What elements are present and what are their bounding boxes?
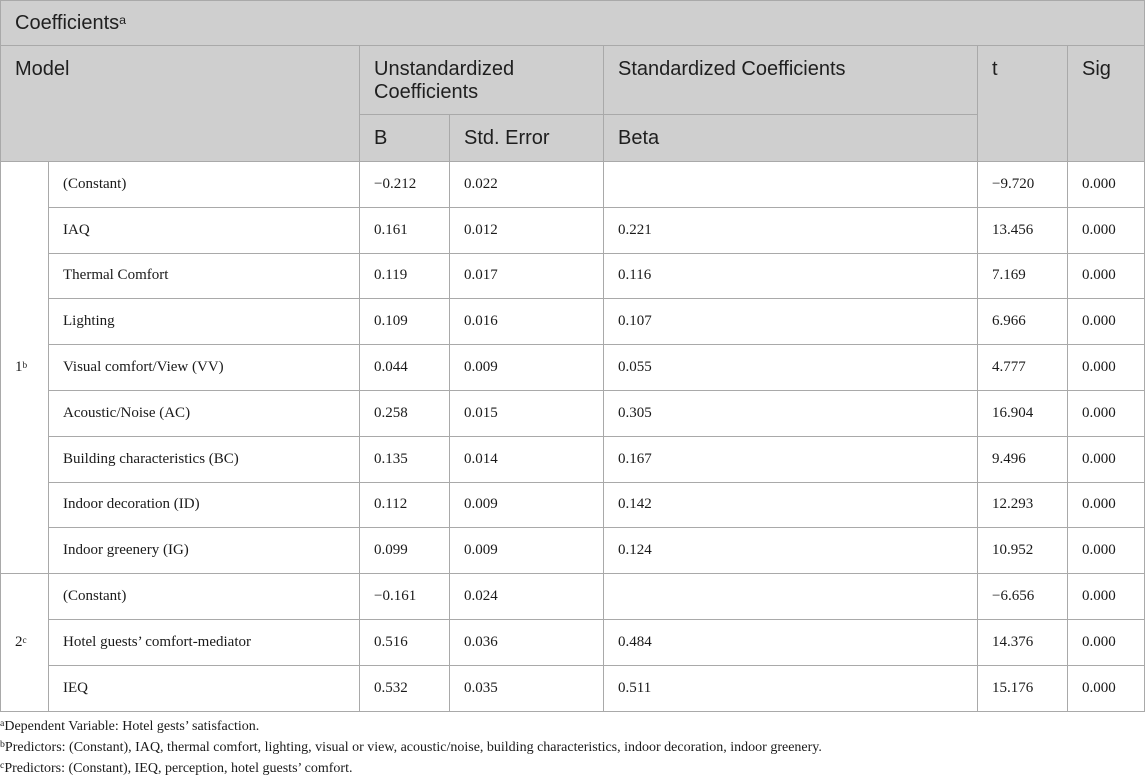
variable-cell: Acoustic/Noise (AC) xyxy=(49,390,360,436)
beta-cell: 0.124 xyxy=(604,528,978,574)
t-cell: −6.656 xyxy=(978,574,1068,620)
beta-cell: 0.116 xyxy=(604,253,978,299)
b-cell: 0.532 xyxy=(360,665,450,711)
b-cell: 0.135 xyxy=(360,436,450,482)
std-error-cell: 0.015 xyxy=(450,390,604,436)
sig-cell: 0.000 xyxy=(1068,162,1145,208)
t-cell: 6.966 xyxy=(978,299,1068,345)
sig-cell: 0.000 xyxy=(1068,299,1145,345)
std-error-cell: 0.009 xyxy=(450,345,604,391)
sig-cell: 0.000 xyxy=(1068,528,1145,574)
t-cell: 7.169 xyxy=(978,253,1068,299)
std-error-cell: 0.014 xyxy=(450,436,604,482)
table-row xyxy=(1,619,1145,665)
table-row xyxy=(1,299,1145,345)
table-row xyxy=(1,345,1145,391)
t-cell: 4.777 xyxy=(978,345,1068,391)
sig-cell: 0.000 xyxy=(1068,345,1145,391)
beta-cell: 0.484 xyxy=(604,619,978,665)
b-cell: −0.161 xyxy=(360,574,450,620)
variable-cell: (Constant) xyxy=(49,162,360,208)
t-cell: 14.376 xyxy=(978,619,1068,665)
t-cell: 15.176 xyxy=(978,665,1068,711)
table-row xyxy=(1,390,1145,436)
t-cell: 16.904 xyxy=(978,390,1068,436)
beta-cell: 0.055 xyxy=(604,345,978,391)
sig-cell: 0.000 xyxy=(1068,390,1145,436)
table-row xyxy=(1,665,1145,711)
sig-cell: 0.000 xyxy=(1068,482,1145,528)
header-std-error: Std. Error xyxy=(450,115,604,162)
variable-cell: Visual comfort/View (VV) xyxy=(49,345,360,391)
variable-cell: Lighting xyxy=(49,299,360,345)
variable-cell: (Constant) xyxy=(49,574,360,620)
variable-cell: IEQ xyxy=(49,665,360,711)
sig-cell: 0.000 xyxy=(1068,207,1145,253)
footnotes xyxy=(0,716,822,779)
std-error-cell: 0.035 xyxy=(450,665,604,711)
variable-cell: Indoor decoration (ID) xyxy=(49,482,360,528)
std-error-cell: 0.012 xyxy=(450,207,604,253)
model-number: 2$^c$ xyxy=(1,574,49,711)
sig-cell: 0.000 xyxy=(1068,574,1145,620)
b-cell: 0.044 xyxy=(360,345,450,391)
beta-cell: 0.107 xyxy=(604,299,978,345)
variable-cell: IAQ xyxy=(49,207,360,253)
b-cell: 0.109 xyxy=(360,299,450,345)
b-cell: 0.119 xyxy=(360,253,450,299)
header-unstandardized: Unstandardized Coefficients xyxy=(360,46,604,115)
t-cell: 9.496 xyxy=(978,436,1068,482)
std-error-cell: 0.009 xyxy=(450,528,604,574)
std-error-cell: 0.024 xyxy=(450,574,604,620)
beta-cell: 0.305 xyxy=(604,390,978,436)
table-row xyxy=(1,162,1145,208)
beta-cell xyxy=(604,574,978,620)
footnote: $^c$Predictors: (Constant), IEQ, perception, hotel guests’ comfort. xyxy=(0,760,353,776)
table-row xyxy=(1,528,1145,574)
table-row xyxy=(1,574,1145,620)
table-row xyxy=(1,253,1145,299)
table-row xyxy=(1,482,1145,528)
footnote: $^a$Dependent Variable: Hotel gests’ satisfaction. xyxy=(0,718,260,734)
table-row xyxy=(1,207,1145,253)
std-error-cell: 0.009 xyxy=(450,482,604,528)
header-t: t xyxy=(978,46,1068,162)
b-cell: 0.161 xyxy=(360,207,450,253)
std-error-cell: 0.022 xyxy=(450,162,604,208)
header-standardized: Standardized Coefficients xyxy=(604,46,978,115)
model-number: 1$^b$ xyxy=(1,162,49,574)
t-cell: −9.720 xyxy=(978,162,1068,208)
table-title: Coefficients$^a$ xyxy=(1,1,1145,46)
b-cell: 0.258 xyxy=(360,390,450,436)
header-model: Model xyxy=(1,46,360,162)
b-cell: 0.099 xyxy=(360,528,450,574)
std-error-cell: 0.017 xyxy=(450,253,604,299)
variable-cell: Hotel guests’ comfort-mediator xyxy=(49,619,360,665)
table-body xyxy=(1,162,1145,712)
b-cell: −0.212 xyxy=(360,162,450,208)
header-beta: Beta xyxy=(604,115,978,162)
beta-cell: 0.142 xyxy=(604,482,978,528)
std-error-cell: 0.036 xyxy=(450,619,604,665)
b-cell: 0.112 xyxy=(360,482,450,528)
beta-cell: 0.511 xyxy=(604,665,978,711)
sig-cell: 0.000 xyxy=(1068,436,1145,482)
table-row xyxy=(1,436,1145,482)
sig-cell: 0.000 xyxy=(1068,619,1145,665)
beta-cell: 0.221 xyxy=(604,207,978,253)
std-error-cell: 0.016 xyxy=(450,299,604,345)
beta-cell: 0.167 xyxy=(604,436,978,482)
variable-cell: Thermal Comfort xyxy=(49,253,360,299)
variable-cell: Building characteristics (BC) xyxy=(49,436,360,482)
t-cell: 12.293 xyxy=(978,482,1068,528)
beta-cell xyxy=(604,162,978,208)
variable-cell: Indoor greenery (IG) xyxy=(49,528,360,574)
t-cell: 10.952 xyxy=(978,528,1068,574)
t-cell: 13.456 xyxy=(978,207,1068,253)
footnote: $^b$Predictors: (Constant), IAQ, thermal comfort, lighting, visual or view, acoustic/noise, building characteristics, indoor decoration, indoor greenery. xyxy=(0,739,822,755)
sig-cell: 0.000 xyxy=(1068,665,1145,711)
header-b: B xyxy=(360,115,450,162)
b-cell: 0.516 xyxy=(360,619,450,665)
sig-cell: 0.000 xyxy=(1068,253,1145,299)
header-sig: Sig xyxy=(1068,46,1145,162)
